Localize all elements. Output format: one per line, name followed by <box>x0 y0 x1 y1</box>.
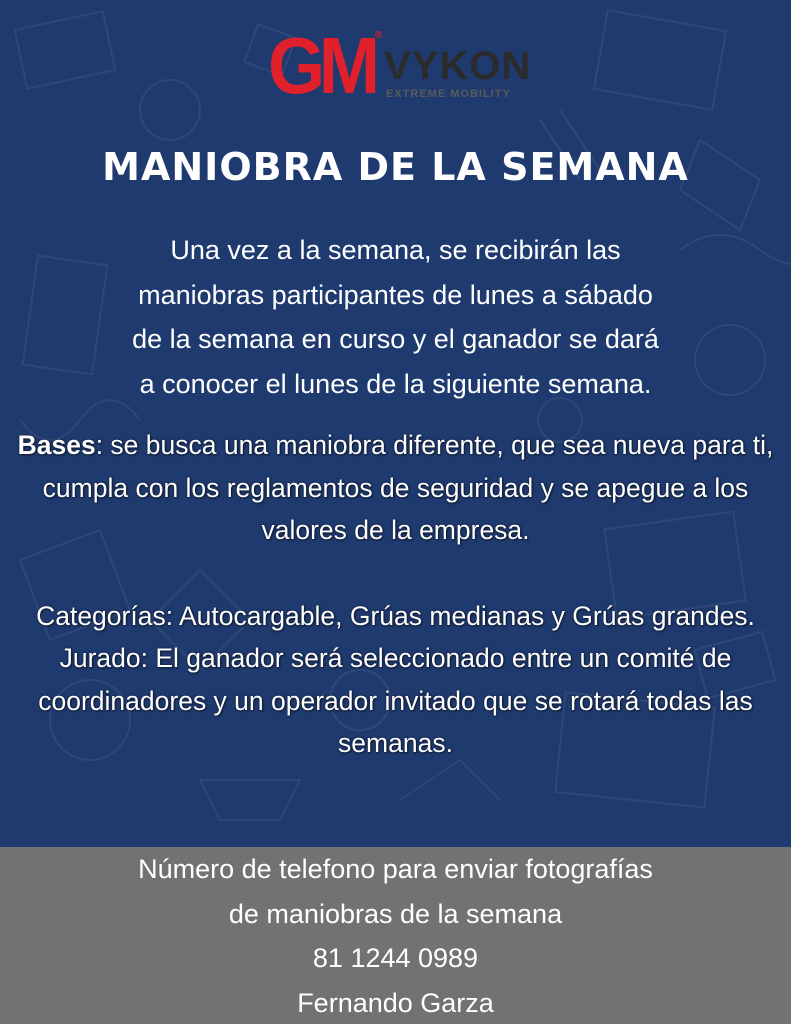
categories-paragraph: Categorías: Autocargable, Grúas medianas y Grúas grandes. <box>10 595 781 638</box>
company-logo <box>268 30 528 105</box>
footer-line: Número de telefono para enviar fotografías <box>0 847 791 892</box>
rules-section <box>10 424 781 765</box>
phone-number: 81 1244 0989 <box>0 936 791 981</box>
intro-line: a conocer el lunes de la siguiente semana. <box>40 362 751 407</box>
contact-footer <box>0 847 791 1024</box>
logo-registered-mark: ® <box>375 30 382 41</box>
footer-content <box>0 847 791 1025</box>
paragraph-spacer <box>10 552 781 595</box>
intro-line: de la semana en curso y el ganador se dará <box>40 317 751 362</box>
contact-name: Fernando Garza <box>0 981 791 1025</box>
page-title: MANIOBRA DE LA SEMANA <box>0 141 791 193</box>
footer-line: de maniobras de la semana <box>0 892 791 937</box>
logo-gm-mark: GM <box>268 26 374 106</box>
intro-line: maniobras participantes de lunes a sábado <box>40 273 751 318</box>
logo-tagline: EXTREME MOBILITY <box>386 88 511 100</box>
jury-paragraph: Jurado: El ganador será seleccionado entre un comité de coordinadores y un operador invitado que se rotará todas las semanas. <box>10 637 781 765</box>
intro-line: Una vez a la semana, se recibirán las <box>40 228 751 273</box>
bases-paragraph <box>10 424 781 552</box>
bases-text: : se busca una maniobra diferente, que sea nueva para ti, cumpla con los reglamentos de seguridad y se apegue a los valores de la empresa. <box>43 430 774 545</box>
logo-brand-name: VYKON <box>384 46 531 86</box>
bases-label: Bases <box>18 430 96 460</box>
intro-paragraph <box>40 228 751 406</box>
